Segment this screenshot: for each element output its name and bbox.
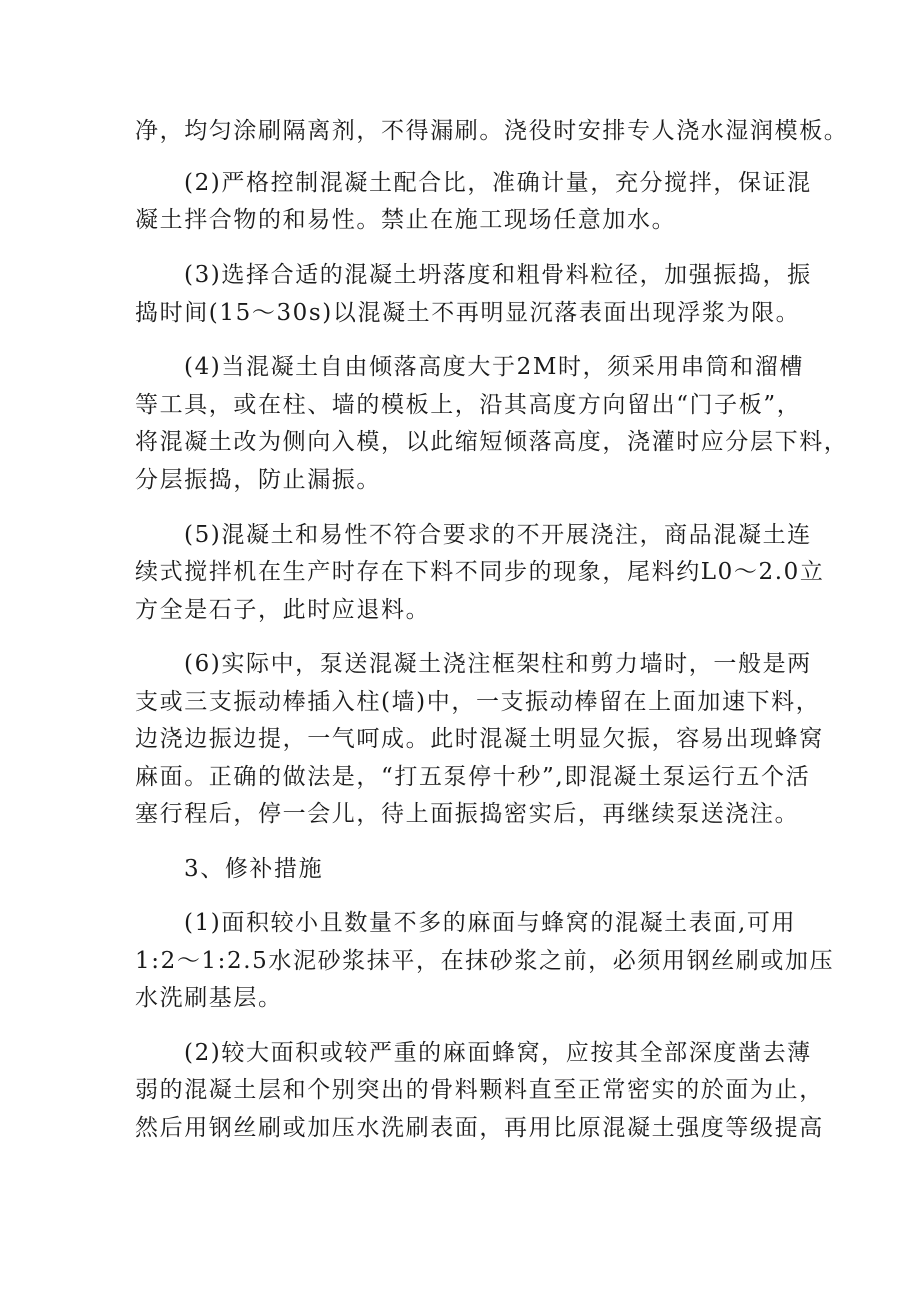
paragraph-6-line-2: 支或三支振动棒插入柱(墙)中，一支振动棒留在上面加速下料，	[135, 689, 821, 715]
paragraph-3-line-2: 捣时间(15～30s)以混凝土不再明显沉落表面出现浮浆为限。	[135, 300, 801, 326]
paragraph-4-line-1: (4)当混凝土自由倾落高度大于2M时，须采用串筒和溜槽	[184, 354, 804, 380]
paragraph-5-line-3: 方全是石子，此时应退料。	[135, 597, 431, 623]
paragraph-4-line-2: 等工具，或在柱、墙的模板上，沿其高度方向留出“门子板”，	[135, 392, 802, 418]
paragraph-2-line-1: (2)严格控制混凝土配合比，准确计量，充分搅拌，保证混	[184, 170, 812, 196]
paragraph-2-line-2: 凝土拌合物的和易性。禁止在施工现场任意加水。	[135, 207, 677, 233]
repair-2-line-2: 弱的混凝土层和个别突出的骨料颗料直至正常密实的於面为止，	[135, 1077, 824, 1103]
text-line: 净，均匀涂刷隔离剂，不得漏刷。浇役时安排专人浇水湿润模板。	[135, 118, 849, 144]
paragraph-4-line-3: 将混凝土改为侧向入模，以此缩短倾落高度，浇灌时应分层下料，	[135, 429, 849, 455]
section-heading: 3、修补措施	[184, 856, 324, 882]
paragraph-6-line-4: 麻面。正确的做法是，“打五泵停十秒”,即混凝土泵运行五个活	[135, 764, 811, 790]
repair-2-line-1: (2)较大面积或较严重的麻面蜂窝，应按其全部深度凿去薄	[184, 1040, 812, 1066]
repair-2-line-3: 然后用钢丝刷或加压水洗刷表面，再用比原混凝土强度等级提高	[135, 1115, 824, 1141]
repair-1-line-3: 水洗刷基层。	[135, 985, 283, 1011]
repair-1-line-1: (1)面积较小且数量不多的麻面与蜂窝的混凝土表面,可用	[184, 910, 797, 936]
paragraph-6-line-1: (6)实际中，泵送混凝土浇注框架柱和剪力墙时，一般是两	[184, 651, 812, 677]
paragraph-6-line-5: 塞行程后，停一会儿，待上面振捣密实后，再继续泵送浇注。	[135, 801, 800, 827]
paragraph-4-line-4: 分层振捣，防止漏振。	[135, 467, 381, 493]
paragraph-5-line-1: (5)混凝土和易性不符合要求的不开展浇注，商品混凝土连	[184, 522, 812, 548]
repair-1-line-2: 1:2～1:2.5水泥砂浆抹平，在抹砂浆之前，必须用钢丝刷或加压	[135, 948, 835, 974]
paragraph-3-line-1: (3)选择合适的混凝土坍落度和粗骨料粒径，加强振捣，振	[184, 262, 812, 288]
paragraph-6-line-3: 边浇边振边提，一气呵成。此时混凝土明显欠振，容易出现蜂窝	[135, 726, 824, 752]
paragraph-5-line-2: 续式搅拌机在生产时存在下料不同步的现象，尾料约L0～2.0立	[135, 559, 825, 585]
